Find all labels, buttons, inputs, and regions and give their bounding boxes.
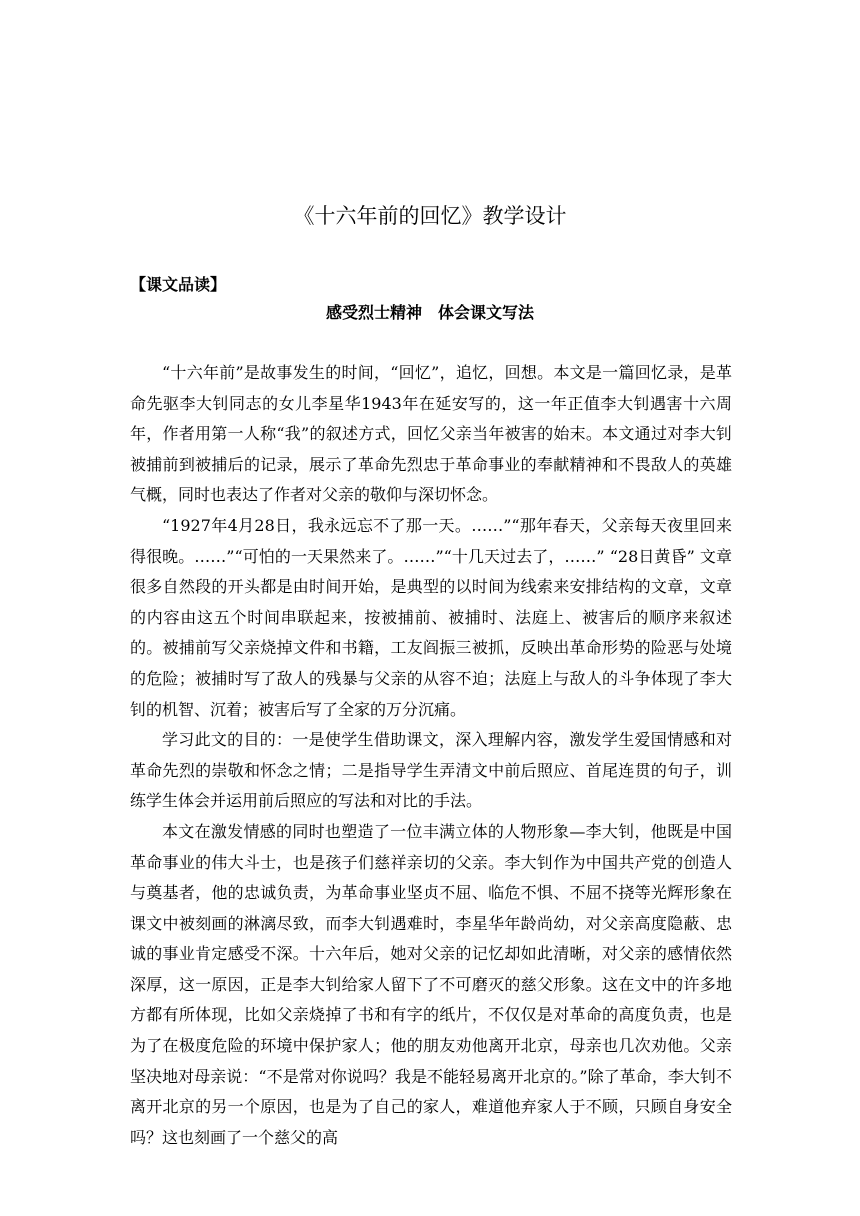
document-title: 《十六年前的回忆》教学设计 xyxy=(293,204,567,228)
paragraph: “1927年4月28日，我永远忘不了那一天。……”“那年春天，父亲每天夜里回来得很晚。……”“可怕的一天果然来了。……”“十几天过去了，……” “28日黄昏” 文章很多自然段的开头都是由时间开始，是典型的以时间为线索来安排结构的文章，文章的内容由这五个时间串联起来，按被捕前、被捕时、法庭上、被害后的顺序来叙述的。被捕前写父亲烧掉文件和书籍，工友阎振三被抓，反映出革命形势的险恶与处境的危险；被捕时写了敌人的残暴与父亲的从容不迫；法庭上与敌人的斗争体现了李大钊的机智、沉着；被害后写了全家的万分沉痛。 xyxy=(130,515,732,719)
paragraph: 本文在激发情感的同时也塑造了一位丰满立体的人物形象—李大钊，他既是中国革命事业的伟大斗士，也是孩子们慈祥亲切的父亲。李大钊作为中国共产党的创造人与奠基者，他的忠诚负责，为革命事业坚贞不屈、临危不惧、不屈不挠等光辉形象在课文中被刻画的淋漓尽致，而李大钊遇难时，李星华年龄尚幼，对父亲高度隐蔽、忠诚的事业肯定感受不深。十六年后，她对父亲的记忆却如此清晰，对父亲的感情依然深厚，这一原因，正是李大钊给家人留下了不可磨灭的慈父形象。这在文中的许多地方都有所体现，比如父亲烧掉了书和有字的纸片，不仅仅是对革命的高度负责，也是为了在极度危险的环境中保护家人；他的朋友劝他离开北京，母亲也几次劝他。父亲坚决地对母亲说：“不是常对你说吗？我是不能轻易离开北京的。”除了革命，李大钊不离开北京的另一个原因，也是为了自己的家人，难道他弃家人于不顾，只顾自身安全吗？这也刻画了一个慈父的高 xyxy=(130,821,732,1147)
paragraph: “十六年前”是故事发生的时间，“回忆”，追忆，回想。本文是一篇回忆录，是革命先驱李大钊同志的女儿李星华1943年在延安写的，这一年正值李大钊遇害十六周年，作者用第一人称“我”的叙述方式，回忆父亲当年被害的始末。本文通过对李大钊被捕前到被捕后的记录，展示了革命先烈忠于革命事业的奉献精神和不畏敌人的英雄气概，同时也表达了作者对父亲的敬仰与深切怀念。 xyxy=(130,363,732,505)
paragraph: 学习此文的目的：一是使学生借助课文，深入理解内容，激发学生爱国情感和对革命先烈的崇敬和怀念之情；二是指导学生弄清文中前后照应、首尾连贯的句子，训练学生体会并运用前后照应的写法和对比的手法。 xyxy=(130,730,732,811)
body-text xyxy=(130,358,732,1153)
section-label: 【课文品读】 xyxy=(130,275,227,294)
section-subheading: 感受烈士精神 体会课文写法 xyxy=(325,303,534,322)
